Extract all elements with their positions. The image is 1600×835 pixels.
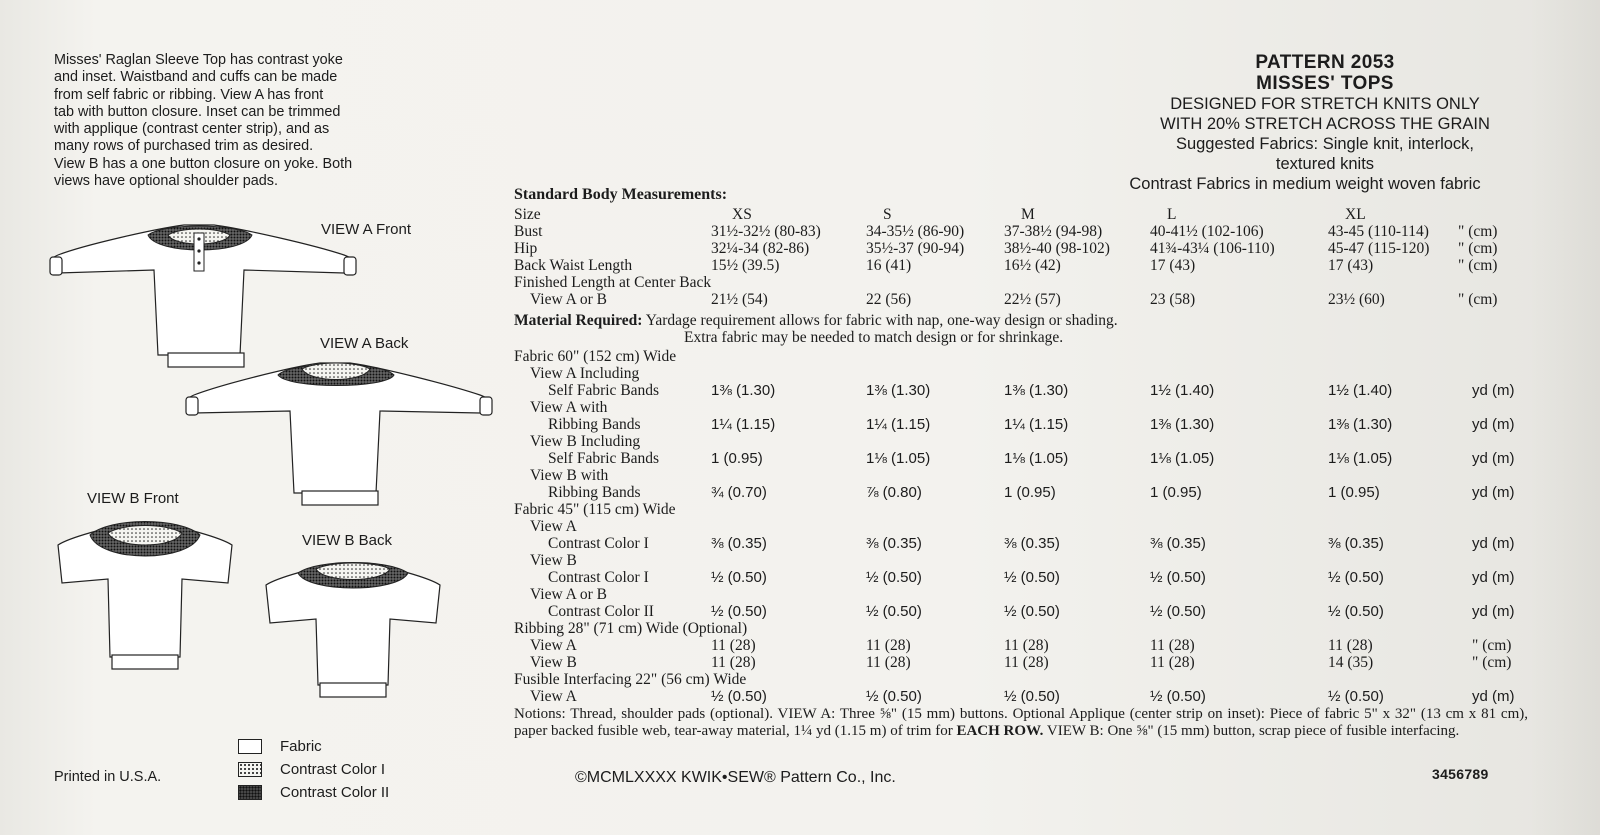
- legend-item-fabric: [238, 735, 389, 758]
- measurement-cell: 17 (43): [1328, 257, 1374, 274]
- measurement-row: [514, 223, 1534, 240]
- yardage-cell: 1⅜ (1.30): [1150, 416, 1215, 433]
- size-l: L: [1167, 206, 1177, 223]
- measurement-unit: " (cm): [1458, 257, 1498, 274]
- yardage-label: View A with: [530, 399, 608, 416]
- yardage-cell: 1 (0.95): [1150, 484, 1202, 501]
- measurement-cell: 41¾-43¼ (106-110): [1150, 240, 1275, 257]
- measurement-cell: 16½ (42): [1004, 257, 1061, 274]
- description-line: View B has a one button closure on yoke. Both: [54, 155, 353, 172]
- yardage-cell: 1 (0.95): [711, 450, 763, 467]
- measurement-cell: 40-41½ (102-106): [1150, 223, 1264, 240]
- yardage-cell: ½ (0.50): [1004, 603, 1060, 620]
- measurement-cell: 34-35½ (86-90): [866, 223, 965, 240]
- yardage-cell: ½ (0.50): [711, 688, 767, 705]
- measurement-unit: " (cm): [1458, 223, 1498, 240]
- yardage-row: [514, 501, 1534, 518]
- yardage-cell: ⅜ (0.35): [866, 535, 922, 552]
- yardage-cell: 11 (28): [866, 654, 911, 671]
- yardage-label: Fabric 45" (115 cm) Wide: [514, 501, 676, 518]
- yardage-unit: yd (m): [1472, 569, 1515, 586]
- fabric-legend: [238, 735, 389, 804]
- size-xl: XL: [1345, 206, 1366, 223]
- yardage-row: [514, 688, 1534, 705]
- yardage-cell: 11 (28): [866, 637, 911, 654]
- yardage-cell: ⅞ (0.80): [866, 484, 922, 501]
- measurement-cell: 32¼-34 (82-86): [711, 240, 810, 257]
- yardage-cell: 1⅛ (1.05): [1150, 450, 1215, 467]
- yardage-cell: 11 (28): [1150, 637, 1195, 654]
- yardage-label: View B with: [530, 467, 609, 484]
- view-a-back-label: VIEW A Back: [320, 335, 409, 352]
- yardage-label: Self Fabric Bands: [548, 450, 660, 467]
- yardage-cell: ½ (0.50): [1328, 569, 1384, 586]
- yardage-cell: 1¼ (1.15): [866, 416, 931, 433]
- description-line: with applique (contrast center strip), and as: [54, 121, 330, 138]
- view-b-back-illustration: [258, 555, 448, 715]
- yardage-unit: yd (m): [1472, 688, 1515, 705]
- view-a-front-illustration: [44, 215, 364, 375]
- yardage-cell: 1¼ (1.15): [711, 416, 776, 433]
- notions-text: Notions: Thread, shoulder pads (optional). VIEW A: Three ⅝" (15 mm) buttons. Optional Applique (center strip on inset): Piece of fabric 5" x 32" (13 cm x 81 cm), paper backed fusible web, tear-away material, 1¼ yd (1.15 m) of trim for: [514, 706, 1528, 739]
- yardage-row: [514, 399, 1534, 416]
- yardage-unit: yd (m): [1472, 603, 1515, 620]
- yardage-row: [514, 518, 1534, 535]
- yardage-unit: yd (m): [1472, 484, 1515, 501]
- yardage-row: [514, 603, 1534, 620]
- yardage-cell: 11 (28): [1150, 654, 1195, 671]
- yardage-cell: 1¼ (1.15): [1004, 416, 1069, 433]
- yardage-label: View B: [530, 552, 577, 569]
- contrast-1-swatch-icon: [238, 762, 262, 777]
- yardage-unit: " (cm): [1472, 654, 1512, 671]
- yardage-cell: 1⅜ (1.30): [1004, 382, 1069, 399]
- yardage-row: [514, 450, 1534, 467]
- description-line: and inset. Waistband and cuffs can be made: [54, 69, 338, 86]
- yardage-label: View A: [530, 637, 577, 654]
- header-line: WITH 20% STRETCH ACROSS THE GRAIN: [1160, 115, 1490, 133]
- measurement-unit: " (cm): [1458, 291, 1498, 308]
- yardage-row: [514, 365, 1534, 382]
- yardage-label: Ribbing Bands: [548, 416, 641, 433]
- measurement-label: Hip: [514, 240, 538, 257]
- measurement-row: [514, 257, 1534, 274]
- yardage-cell: 1½ (1.40): [1150, 382, 1215, 399]
- paper-edge-shadow: [1530, 0, 1600, 835]
- yardage-cell: 1⅛ (1.05): [866, 450, 931, 467]
- yardage-cell: ⅜ (0.35): [1150, 535, 1206, 552]
- barcode-number: 3456789: [1432, 766, 1489, 782]
- yardage-unit: yd (m): [1472, 535, 1515, 552]
- size-m: M: [1021, 206, 1035, 223]
- material-label: Material Required:: [514, 312, 643, 329]
- yardage-label: Contrast Color I: [548, 569, 649, 586]
- yardage-cell: ½ (0.50): [711, 569, 767, 586]
- yardage-cell: ¾ (0.70): [711, 484, 767, 501]
- view-b-front-label: VIEW B Front: [87, 490, 179, 507]
- pattern-title: MISSES' TOPS: [1256, 73, 1394, 94]
- notions-text: VIEW B: One ⅝" (15 mm) button, scrap piece of fusible interfacing.: [1043, 723, 1460, 739]
- measurement-row: [514, 274, 1534, 291]
- measurement-row: [514, 291, 1534, 308]
- yardage-unit: " (cm): [1472, 637, 1512, 654]
- measurement-cell: 17 (43): [1150, 257, 1196, 274]
- pattern-header: [1070, 52, 1540, 194]
- yardage-row: [514, 637, 1534, 654]
- yardage-cell: ⅜ (0.35): [1328, 535, 1384, 552]
- fabric-swatch-icon: [238, 739, 262, 754]
- yardage-cell: ½ (0.50): [1328, 688, 1384, 705]
- measurement-label: View A or B: [530, 291, 608, 308]
- yardage-cell: ½ (0.50): [1328, 603, 1384, 620]
- yardage-label: View A Including: [530, 365, 640, 382]
- view-b-back-label: VIEW B Back: [302, 532, 393, 549]
- legend-item-contrast-2: [238, 781, 389, 804]
- printed-in-usa: Printed in U.S.A.: [54, 769, 162, 785]
- measurement-label: Finished Length at Center Back: [514, 274, 712, 291]
- yardage-label: Ribbing Bands: [548, 484, 641, 501]
- yardage-cell: ½ (0.50): [711, 603, 767, 620]
- yardage-unit: yd (m): [1472, 450, 1515, 467]
- pattern-number: PATTERN 2053: [1255, 52, 1395, 73]
- yardage-table: [514, 348, 1534, 705]
- yardage-row: [514, 348, 1534, 365]
- header-line: DESIGNED FOR STRETCH KNITS ONLY: [1170, 95, 1480, 113]
- yardage-cell: 11 (28): [1004, 654, 1049, 671]
- yardage-cell: ½ (0.50): [866, 603, 922, 620]
- legend-label: Contrast Color II: [280, 784, 390, 801]
- yardage-cell: ⅜ (0.35): [1004, 535, 1060, 552]
- measurement-cell: 38½-40 (98-102): [1004, 240, 1110, 257]
- measurement-cell: 21½ (54): [711, 291, 768, 308]
- measurement-cell: 16 (41): [866, 257, 912, 274]
- yardage-cell: 1 (0.95): [1004, 484, 1056, 501]
- yardage-cell: ½ (0.50): [1004, 688, 1060, 705]
- yardage-cell: 14 (35): [1328, 654, 1374, 671]
- yardage-row: [514, 382, 1534, 399]
- measurement-cell: 22½ (57): [1004, 291, 1061, 308]
- yardage-cell: 11 (28): [711, 654, 756, 671]
- legend-label: Fabric: [280, 738, 322, 755]
- yardage-cell: 1⅜ (1.30): [866, 382, 931, 399]
- size-s: S: [883, 206, 892, 223]
- measurement-cell: 22 (56): [866, 291, 912, 308]
- measurement-cell: 43-45 (110-114): [1328, 223, 1429, 240]
- yardage-row: [514, 467, 1534, 484]
- measurement-label: Bust: [514, 223, 543, 240]
- header-line: Suggested Fabrics: Single knit, interlock,: [1175, 135, 1475, 153]
- measurement-row: [514, 240, 1534, 257]
- copyright: ©MCMLXXXX KWIK•SEW® Pattern Co., Inc.: [575, 769, 896, 786]
- yardage-row: [514, 552, 1534, 569]
- yardage-label: Contrast Color I: [548, 535, 649, 552]
- yardage-row: [514, 654, 1534, 671]
- yardage-row: [514, 620, 1534, 637]
- measurements-table: [514, 223, 1534, 308]
- material-text: Extra fabric may be needed to match design or for shrinkage.: [684, 329, 1064, 346]
- yardage-row: [514, 416, 1534, 433]
- measurement-cell: 23 (58): [1150, 291, 1196, 308]
- yardage-cell: ½ (0.50): [1150, 603, 1206, 620]
- yardage-unit: yd (m): [1472, 382, 1515, 399]
- measurements-title: Standard Body Measurements:: [514, 186, 728, 203]
- yardage-cell: ½ (0.50): [1150, 569, 1206, 586]
- yardage-cell: ½ (0.50): [866, 569, 922, 586]
- description-line: from self fabric or ribbing. View A has front: [54, 86, 324, 103]
- yardage-label: View A or B: [530, 586, 608, 603]
- yardage-label: Fabric 60" (152 cm) Wide: [514, 348, 677, 365]
- yardage-cell: 1⅜ (1.30): [711, 382, 776, 399]
- view-a-front-label: VIEW A Front: [321, 221, 412, 238]
- yardage-cell: ½ (0.50): [1004, 569, 1060, 586]
- yardage-label: Ribbing 28" (71 cm) Wide (Optional): [514, 620, 748, 637]
- contrast-2-swatch-icon: [238, 785, 262, 800]
- yardage-cell: 1⅛ (1.05): [1328, 450, 1393, 467]
- yardage-label: Contrast Color II: [548, 603, 654, 620]
- measurement-cell: 31½-32½ (80-83): [711, 223, 821, 240]
- view-b-front-illustration: [50, 515, 240, 675]
- size-xs: XS: [732, 206, 752, 223]
- yardage-unit: yd (m): [1472, 416, 1515, 433]
- legend-label: Contrast Color I: [280, 761, 386, 778]
- yardage-row: [514, 484, 1534, 501]
- yardage-row: [514, 433, 1534, 450]
- header-line: textured knits: [1275, 155, 1375, 173]
- description-paragraph: [54, 52, 419, 190]
- measurement-cell: 35½-37 (90-94): [866, 240, 965, 257]
- legend-item-contrast-1: [238, 758, 389, 781]
- measurement-cell: 15½ (39.5): [711, 257, 780, 274]
- measurement-cell: 23½ (60): [1328, 291, 1385, 308]
- size-label: Size: [514, 206, 541, 223]
- measurement-cell: 37-38½ (94-98): [1004, 223, 1103, 240]
- description-line: views have optional shoulder pads.: [54, 173, 278, 190]
- material-text: Yardage requirement allows for fabric with nap, one-way design or shading.: [645, 312, 1118, 329]
- yardage-cell: 11 (28): [711, 637, 756, 654]
- yardage-cell: ½ (0.50): [1150, 688, 1206, 705]
- yardage-row: [514, 535, 1534, 552]
- yardage-cell: 1⅜ (1.30): [1328, 416, 1393, 433]
- yardage-cell: 11 (28): [1004, 637, 1049, 654]
- yardage-cell: 1½ (1.40): [1328, 382, 1393, 399]
- header-line: Contrast Fabrics in medium weight woven fabric: [1129, 175, 1481, 193]
- yardage-label: Fusible Interfacing 22" (56 cm) Wide: [514, 671, 747, 688]
- notions-bold: EACH ROW.: [956, 723, 1044, 739]
- yardage-cell: ½ (0.50): [866, 688, 922, 705]
- yardage-label: View A: [530, 688, 577, 705]
- yardage-cell: 1⅛ (1.05): [1004, 450, 1069, 467]
- notions-paragraph: [514, 706, 1528, 740]
- yardage-cell: 1 (0.95): [1328, 484, 1380, 501]
- description-line: tab with button closure. Inset can be trimmed: [54, 103, 341, 120]
- yardage-label: Self Fabric Bands: [548, 382, 660, 399]
- yardage-cell: ⅜ (0.35): [711, 535, 767, 552]
- yardage-row: [514, 569, 1534, 586]
- material-required: [514, 312, 1118, 346]
- yardage-label: View B: [530, 654, 577, 671]
- view-a-back-illustration: [180, 355, 500, 515]
- measurement-unit: " (cm): [1458, 240, 1498, 257]
- yardage-label: View B Including: [530, 433, 641, 450]
- yardage-row: [514, 671, 1534, 688]
- measurement-label: Back Waist Length: [514, 257, 633, 274]
- yardage-cell: 11 (28): [1328, 637, 1373, 654]
- description-line: Misses' Raglan Sleeve Top has contrast yoke: [54, 52, 343, 68]
- yardage-row: [514, 586, 1534, 603]
- measurement-cell: 45-47 (115-120): [1328, 240, 1430, 257]
- yardage-label: View A: [530, 518, 577, 535]
- description-line: many rows of purchased trim as desired.: [54, 138, 314, 155]
